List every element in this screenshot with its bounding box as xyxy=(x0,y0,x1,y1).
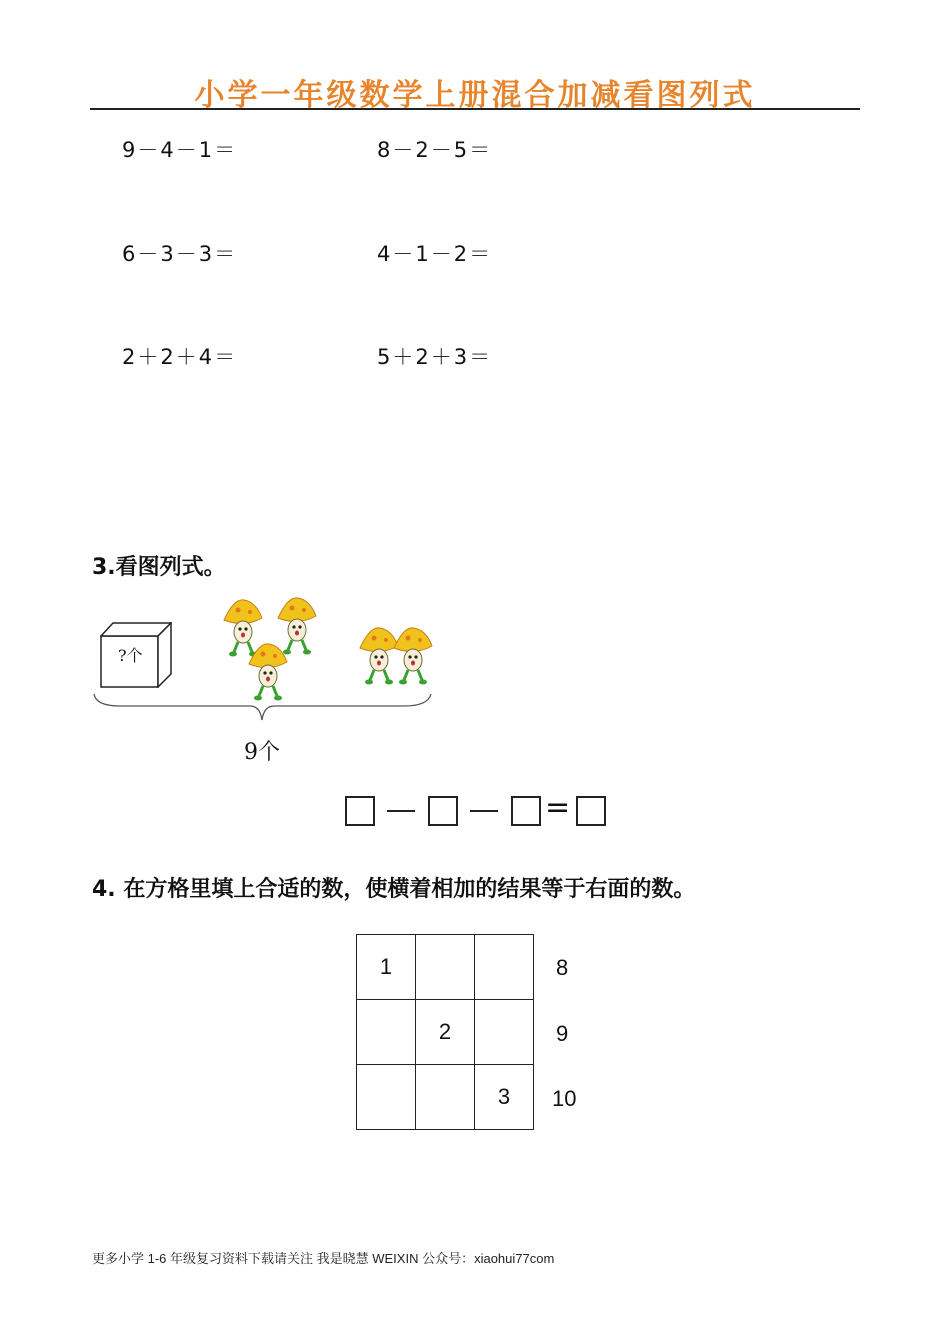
answer-box[interactable] xyxy=(576,796,606,826)
minus-sign xyxy=(470,810,498,812)
equals-sign: = xyxy=(545,790,571,825)
grid-cell[interactable] xyxy=(475,1000,534,1065)
total-count-label: 9个 xyxy=(244,740,280,765)
grid-cell[interactable] xyxy=(357,1065,416,1130)
grid-cell: 1 xyxy=(357,935,416,1000)
equation: 5＋2＋3＝ xyxy=(377,345,493,369)
grid-cell[interactable] xyxy=(475,935,534,1000)
answer-box[interactable] xyxy=(345,796,375,826)
number-grid xyxy=(356,934,534,1130)
answer-box[interactable] xyxy=(428,796,458,826)
row-sum: 9 xyxy=(556,1021,569,1046)
minus-sign xyxy=(387,810,415,812)
equation: 9－4－1＝ xyxy=(122,138,238,162)
section-4-heading: 4. 在方格里填上合适的数，使横着相加的结果等于右面的数。 xyxy=(92,877,696,902)
equation: 6－3－3＝ xyxy=(122,242,238,266)
equation: 4－1－2＝ xyxy=(377,242,493,266)
grid-cell: 2 xyxy=(416,1000,475,1065)
equation: 8－2－5＝ xyxy=(377,138,493,162)
brace-icon xyxy=(90,690,435,724)
grid-cell[interactable] xyxy=(357,1000,416,1065)
mushroom-icon xyxy=(390,626,436,686)
footer-note: 更多小学 1-6 年级复习资料下载请关注 我是晓慧 WEIXIN 公众号：xiaohui77com xyxy=(92,1251,555,1266)
section-3-heading: 3.看图列式。 xyxy=(92,555,226,580)
title-underline xyxy=(90,108,860,110)
equation: 2＋2＋4＝ xyxy=(122,345,238,369)
row-sum: 10 xyxy=(552,1086,577,1111)
grid-cell[interactable] xyxy=(416,1065,475,1130)
grid-cell: 3 xyxy=(475,1065,534,1130)
answer-box[interactable] xyxy=(511,796,541,826)
page-title: 小学一年级数学上册混合加减看图列式 xyxy=(194,78,756,113)
row-sum: 8 xyxy=(556,955,569,980)
grid-cell[interactable] xyxy=(416,935,475,1000)
unknown-count-label: ?个 xyxy=(118,646,143,665)
